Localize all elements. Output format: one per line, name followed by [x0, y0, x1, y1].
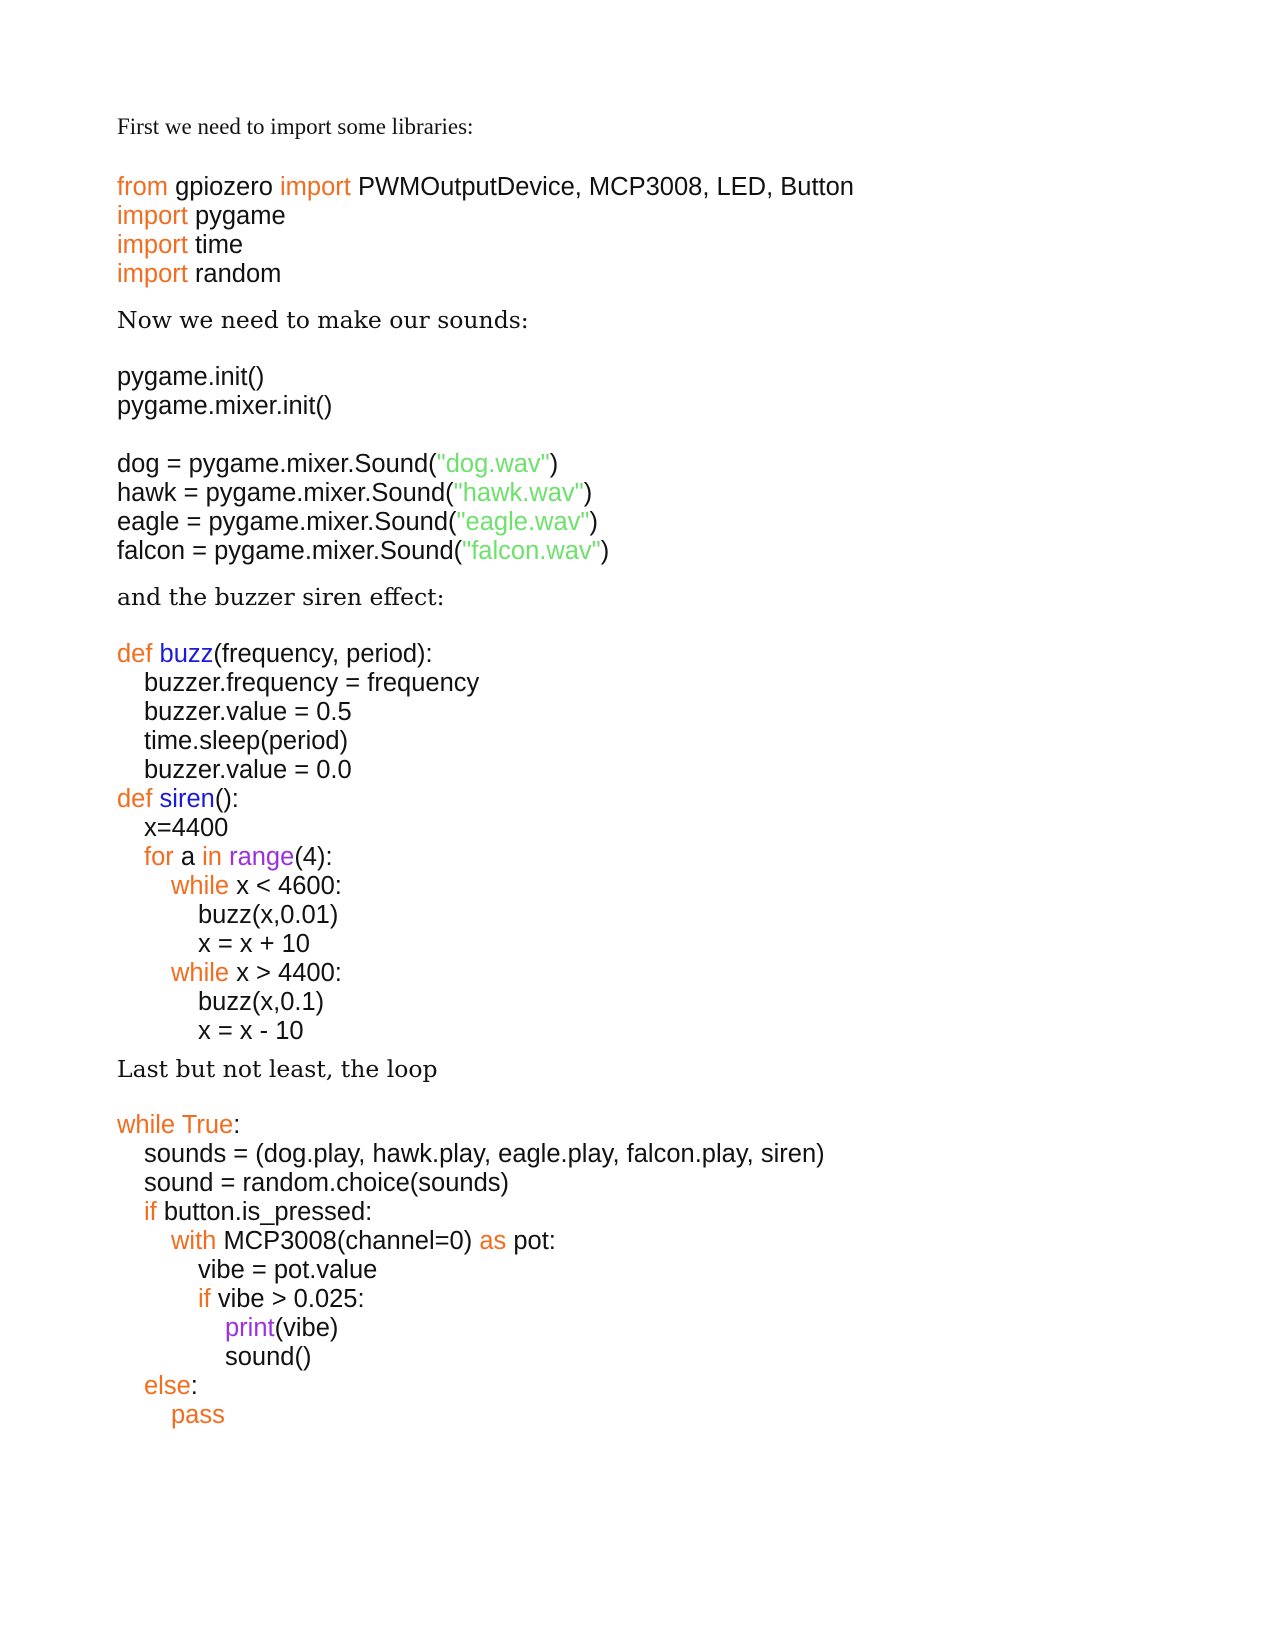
code-line — [117, 669, 479, 698]
code-text: x = x + 10 — [198, 930, 310, 958]
code-text: : — [233, 1111, 241, 1139]
code-keyword: as — [479, 1227, 507, 1255]
code-keyword: for — [144, 843, 174, 871]
code-text: vibe = pot.value — [198, 1256, 378, 1284]
code-text: pot: — [506, 1227, 556, 1255]
code-string: "falcon.wav" — [462, 537, 601, 565]
intro-loop: Last but not least, the loop — [117, 1055, 438, 1083]
code-keyword: if — [144, 1198, 157, 1226]
code-keyword: import — [117, 260, 188, 288]
code-string: "dog.wav" — [436, 450, 550, 478]
code-keyword: while — [117, 1111, 176, 1139]
code-text: x=4400 — [144, 814, 229, 842]
code-text: x = x - 10 — [198, 1017, 304, 1045]
code-text: buzzer.value = 0.0 — [144, 756, 352, 784]
code-keyword: in — [202, 843, 222, 871]
code-line — [117, 843, 479, 872]
code-text: : — [190, 1372, 198, 1400]
code-line — [117, 1198, 825, 1227]
code-line — [117, 1285, 825, 1314]
code-text: ) — [549, 450, 559, 478]
code-text: dog = pygame.mixer.Sound( — [117, 450, 437, 478]
code-text: ) — [589, 508, 598, 536]
code-function-name: siren — [159, 785, 215, 813]
code-string: "eagle.wav" — [456, 508, 590, 536]
code-line — [117, 814, 479, 843]
code-line — [117, 698, 479, 727]
code-text: time — [187, 231, 244, 259]
code-text: pygame.mixer.init() — [117, 392, 333, 420]
code-builtin: print — [225, 1314, 275, 1342]
code-keyword: def — [117, 640, 153, 668]
code-text: button.is_pressed: — [156, 1198, 373, 1226]
code-text: random — [187, 260, 282, 288]
code-keyword: else — [144, 1372, 191, 1400]
code-line — [117, 1017, 479, 1046]
code-text: ) — [583, 479, 593, 507]
code-builtin: range — [229, 843, 295, 871]
code-line — [117, 1314, 825, 1343]
intro-imports: First we need to import some libraries: — [117, 114, 474, 139]
code-text: pygame.init() — [117, 363, 265, 391]
code-line — [117, 421, 609, 450]
code-string: "hawk.wav" — [453, 479, 584, 507]
code-text: a — [173, 843, 203, 871]
code-line — [117, 537, 609, 566]
code-keyword: while — [171, 872, 230, 900]
code-text: sound() — [225, 1343, 312, 1371]
code-line — [117, 1401, 825, 1430]
code-line — [117, 1343, 825, 1372]
code-keyword: pass — [171, 1401, 225, 1429]
code-line — [117, 901, 479, 930]
code-line — [117, 727, 479, 756]
code-text — [175, 1111, 182, 1139]
code-text: x < 4600: — [229, 872, 342, 900]
code-line — [117, 785, 479, 814]
code-line — [117, 1372, 825, 1401]
intro-siren: and the buzzer siren effect: — [117, 583, 445, 611]
code-line — [117, 988, 479, 1017]
code-line — [117, 1111, 825, 1140]
code-line — [117, 930, 479, 959]
code-line — [117, 1227, 825, 1256]
code-text: buzz(x,0.1) — [198, 988, 325, 1016]
code-text: time.sleep(period) — [144, 727, 349, 755]
code-block-siren — [117, 640, 479, 1046]
code-keyword: def — [117, 785, 153, 813]
code-text: (): — [214, 785, 239, 813]
code-line — [117, 1140, 825, 1169]
code-line — [117, 640, 479, 669]
code-text: PWMOutputDevice, MCP3008, LED, Button — [350, 173, 854, 201]
code-line — [117, 508, 609, 537]
code-keyword: import — [117, 231, 188, 259]
code-keyword: with — [171, 1227, 217, 1255]
code-line — [117, 260, 854, 289]
code-text: ) — [600, 537, 610, 565]
code-text: gpiozero — [168, 173, 280, 201]
code-line — [117, 231, 854, 260]
code-line — [117, 479, 609, 508]
code-block-imports — [117, 173, 854, 289]
code-keyword: import — [280, 173, 351, 201]
code-keyword: True — [181, 1111, 234, 1139]
code-text: eagle = pygame.mixer.Sound( — [117, 508, 457, 536]
code-text: buzzer.value = 0.5 — [144, 698, 352, 726]
code-text: falcon = pygame.mixer.Sound( — [117, 537, 463, 565]
code-line — [117, 450, 609, 479]
code-line — [117, 872, 479, 901]
code-text: MCP3008(channel=0) — [216, 1227, 480, 1255]
code-line — [117, 1169, 825, 1198]
code-text: sounds = (dog.play, hawk.play, eagle.play, falcon.play, siren) — [144, 1140, 825, 1168]
code-text: buzz(x,0.01) — [198, 901, 339, 929]
code-text: (vibe) — [274, 1314, 339, 1342]
code-text: x > 4400: — [229, 959, 342, 987]
code-text: buzzer.frequency = frequency — [144, 669, 480, 697]
code-block-sounds — [117, 363, 609, 566]
code-text: vibe > 0.025: — [210, 1285, 365, 1313]
code-line — [117, 202, 854, 231]
code-text — [222, 843, 229, 871]
code-text: (frequency, period): — [213, 640, 433, 668]
code-line — [117, 363, 609, 392]
code-text: sound = random.choice(sounds) — [144, 1169, 510, 1197]
code-text — [152, 640, 159, 668]
code-line — [117, 392, 609, 421]
code-line — [117, 756, 479, 785]
code-keyword: while — [171, 959, 230, 987]
code-line — [117, 173, 854, 202]
code-text: (4): — [294, 843, 333, 871]
intro-sounds: Now we need to make our sounds: — [117, 306, 529, 334]
code-text — [152, 785, 159, 813]
code-block-loop — [117, 1111, 825, 1430]
code-text: pygame — [187, 202, 286, 230]
code-keyword: import — [117, 202, 188, 230]
code-line — [117, 959, 479, 988]
code-line — [117, 1256, 825, 1285]
code-function-name: buzz — [159, 640, 214, 668]
code-keyword: from — [117, 173, 168, 201]
code-text: hawk = pygame.mixer.Sound( — [117, 479, 454, 507]
code-keyword: if — [198, 1285, 211, 1313]
